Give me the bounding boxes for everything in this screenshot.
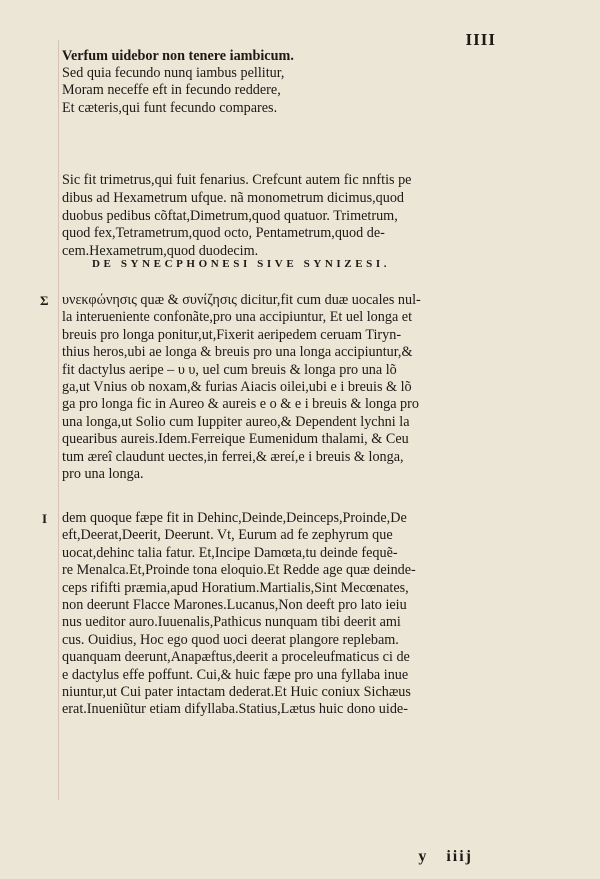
verse-block: [62, 48, 512, 117]
prose-paragraph-synecphonesis: [62, 292, 512, 483]
signature-letter: y: [418, 848, 429, 865]
margin-mark-i: I: [42, 511, 48, 526]
verse-line: Sed quia fecundo nunq iambus pellitur,: [62, 65, 285, 82]
text-line: e dactylus effe poffunt. Cui,& huic fæpe pro una fyllaba inue: [62, 666, 409, 683]
verse-line: Moram neceffe eft in fecundo reddere,: [62, 82, 281, 99]
text-line: cus. Ouidius, Hoc ego quod uoci deerat plangore replebam.: [62, 631, 399, 648]
margin-rule: [58, 40, 59, 800]
text-line: fit dactylus aeripe – υ υ, uel cum breuis & longa pro una lõ: [62, 361, 397, 378]
verse-line: Verfum uidebor non tenere iambicum.: [62, 48, 294, 64]
text-line: Sic fit trimetrus,qui fuit fenarius. Crefcunt autem fic nnftis pe: [62, 172, 412, 188]
text-line: duobus pedibus cõftat,Dimetrum,quod quatuor. Trimetrum,: [62, 207, 398, 224]
text-line: breuis pro longa ponitur,ut,Fixerit aeripedem ceruam Tiryn-: [62, 326, 402, 343]
text-line: thius heros,ubi ae longa & breuis pro una longa accipiuntur,&: [62, 344, 413, 361]
text-line: quanquam deerunt,Anapæftus,deerit a proceleufmaticus ci de: [62, 649, 410, 666]
prose-paragraph-dehinc: [62, 510, 512, 719]
text-line: υνεκφώνησις quæ & συνίζησις dicitur,fit cum duæ uocales nul-: [62, 292, 421, 308]
text-line: erat.Inueniũtur etiam difyllaba.Statius,Lætus huic dono uide-: [62, 701, 408, 718]
text-line: ga,ut Vnius ob noxam,& furias Aiacis oilei,ubi e i breuis & lõ: [62, 379, 412, 396]
text-line: nus ueditor auro.Iuuenalis,Pathicus nunquam tibi deerit ami: [62, 614, 401, 631]
signature-mark: [400, 848, 473, 866]
text-line: eft,Deerat,Deerit, Deerunt. Vt, Eurum ad fe zephyrum que: [62, 527, 393, 544]
text-line: niuntur,ut Cui pater intactam dederat.Et Huic coniux Sichæus: [62, 684, 411, 701]
text-line: pro una longa.: [62, 466, 144, 483]
section-heading: DE SYNECPHONESI SIVE SYNIZESI.: [92, 258, 391, 270]
prose-paragraph-meters: [62, 172, 512, 261]
text-line: la interueniente confonãte,pro una accipiuntur, Et uel longa et: [62, 309, 413, 326]
text-line: non deerunt Flacce Marones.Lucanus,Non deeft pro lato ieiu: [62, 597, 407, 614]
text-line: quearibus aureis.Idem.Ferreique Eumenidum thalami, & Ceu: [62, 431, 409, 448]
text-line: quod fex,Tetrametrum,quod octo, Pentametrum,quod de-: [62, 225, 385, 242]
text-line: ceps rififti præmia,apud Horatium.Martialis,Sint Mecœnates,: [62, 579, 409, 596]
text-line: una longa,ut Solio cum Iuppiter aureo,& Dependent lychni la: [62, 413, 410, 430]
folio-number: IIII: [465, 30, 496, 49]
text-line: dem quoque fæpe fit in Dehinc,Deinde,Deinceps,Proinde,De: [62, 510, 407, 526]
text-line: dibus ad Hexametrum ufque. nã monometrum dicimus,quod: [62, 189, 405, 206]
text-line: re Menalca.Et,Proinde tona eloquio.Et Redde age quæ deinde-: [62, 562, 416, 579]
signature-number: iiij: [446, 848, 473, 865]
text-line: ga pro longa fic in Aureo & aureis e o & e i breuis & longa pro: [62, 396, 419, 413]
text-line: cem.Hexametrum,quod duodecim.: [62, 243, 259, 260]
text-line: uocat,dehinc talia fatur. Et,Incipe Damœta,tu deinde fequẽ-: [62, 544, 398, 561]
text-line: tum æreî claudunt uectes,in ferrei,& æreí,e i breuis & longa,: [62, 448, 404, 465]
verse-line: Et cæteris,qui funt fecundo compares.: [62, 99, 278, 116]
margin-mark-sigma: Σ: [40, 293, 49, 308]
